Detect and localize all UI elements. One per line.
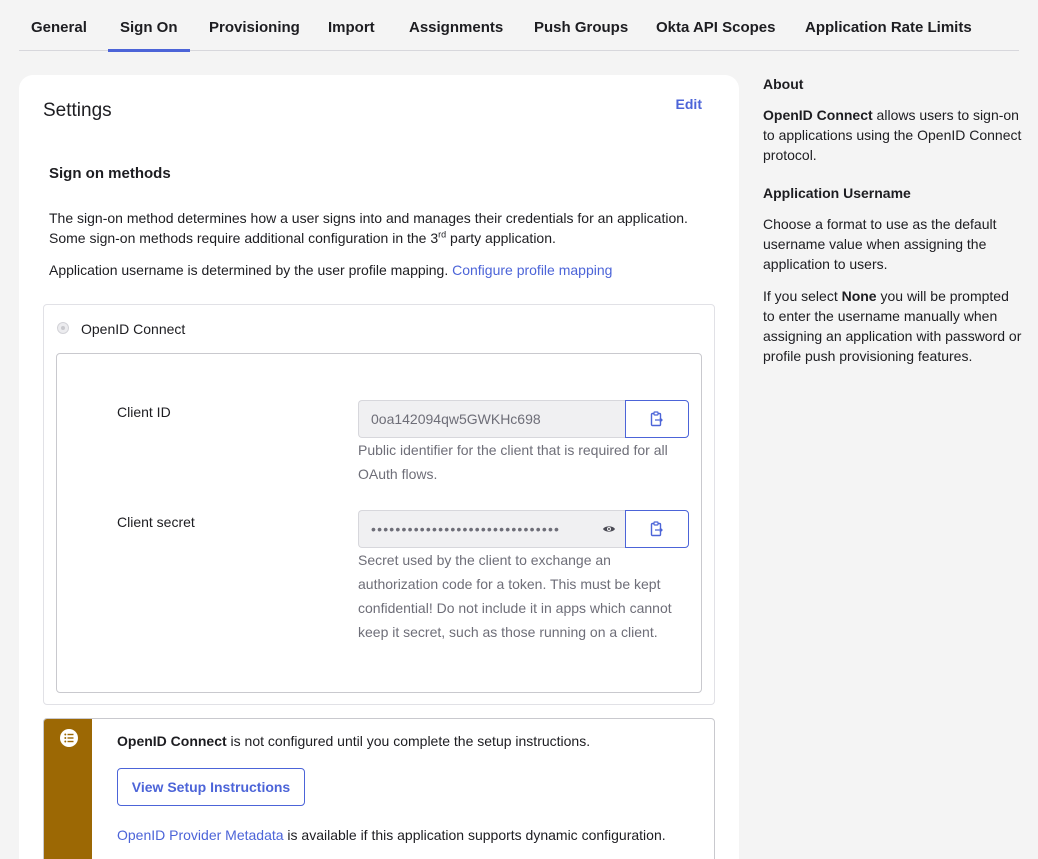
none-prefix: If you select	[763, 288, 842, 304]
client-secret-label: Client secret	[117, 514, 195, 530]
tab-sign-on[interactable]: Sign On	[120, 0, 178, 51]
provider-metadata-text	[117, 825, 697, 845]
clipboard-icon	[650, 411, 664, 427]
openid-connect-radio[interactable]	[57, 322, 69, 334]
callout-bar	[44, 719, 92, 859]
none-option-text	[763, 286, 1023, 366]
callout-bold: OpenID Connect	[117, 733, 227, 749]
tab-okta-api-scopes[interactable]: Okta API Scopes	[656, 19, 776, 36]
about-intro-bold: OpenID Connect	[763, 107, 873, 123]
sign-on-description	[49, 208, 699, 248]
client-secret-value: •••••••••••••••••••••••••••••••	[371, 521, 561, 537]
view-setup-instructions-button[interactable]: View Setup Instructions	[117, 768, 305, 806]
tab-import[interactable]: Import	[328, 19, 375, 36]
settings-panel	[19, 75, 739, 859]
provider-metadata-note: is available if this application supports dynamic configuration.	[283, 827, 666, 843]
tab-assignments[interactable]: Assignments	[409, 19, 504, 36]
description-text: The sign-on method determines how a user signs into and manages their credentials for an application. Some sign-on methods require additional configuration in the 3	[49, 210, 688, 246]
sign-on-methods-title: Sign on methods	[49, 165, 171, 182]
list-icon	[59, 728, 79, 748]
about-intro-text: allows users to sign-on to applications using the OpenID Connect protocol.	[763, 107, 1022, 163]
clipboard-icon	[650, 521, 664, 537]
setup-callout	[43, 718, 715, 859]
client-id-field[interactable]: 0oa142094qw5GWKHc698	[358, 400, 626, 438]
tab-provisioning[interactable]: Provisioning	[209, 19, 300, 36]
about-sidebar	[763, 76, 1023, 378]
tab-application-rate-limits[interactable]: Application Rate Limits	[805, 19, 972, 36]
sign-on-method-box	[43, 304, 715, 705]
description-superscript: rd	[438, 229, 447, 240]
description-text-end: party application.	[446, 230, 556, 246]
tab-general[interactable]: General	[31, 19, 87, 36]
callout-message	[117, 733, 590, 749]
about-intro	[763, 105, 1023, 165]
app-tabs	[19, 0, 1019, 51]
client-secret-field[interactable]	[358, 510, 626, 548]
profile-mapping-text	[49, 260, 612, 280]
settings-title: Settings	[43, 100, 112, 121]
client-id-help: Public identifier for the client that is required for all OAuth flows.	[358, 442, 668, 482]
client-secret-help: Secret used by the client to exchange an authorization code for a token. This must be kept confidential! Do not include it in apps which cannot keep it secret, such as those running on a client.	[358, 552, 672, 640]
client-credentials-box	[56, 353, 702, 693]
about-title: About	[763, 76, 804, 92]
none-text: you will be prompted to enter the username manually when assigning an application with password or profile push provisioning features.	[763, 288, 1022, 364]
openid-connect-label: OpenID Connect	[81, 321, 186, 337]
none-bold: None	[841, 288, 877, 304]
tab-push-groups[interactable]: Push Groups	[534, 19, 629, 36]
callout-text: is not configured until you complete the setup instructions.	[226, 733, 591, 749]
edit-link[interactable]: Edit	[675, 96, 702, 112]
copy-client-secret-button[interactable]	[625, 510, 689, 548]
application-username-text: Choose a format to use as the default username value when assigning the application to users.	[763, 216, 997, 272]
mapping-text: Application username is determined by the user profile mapping.	[49, 262, 453, 278]
copy-client-id-button[interactable]	[625, 400, 689, 438]
openid-provider-metadata-link[interactable]: OpenID Provider Metadata	[117, 827, 284, 843]
application-username-title: Application Username	[763, 185, 911, 201]
client-id-label: Client ID	[117, 404, 171, 420]
eye-icon[interactable]	[602, 523, 616, 535]
configure-profile-mapping-link[interactable]: Configure profile mapping	[452, 262, 613, 278]
